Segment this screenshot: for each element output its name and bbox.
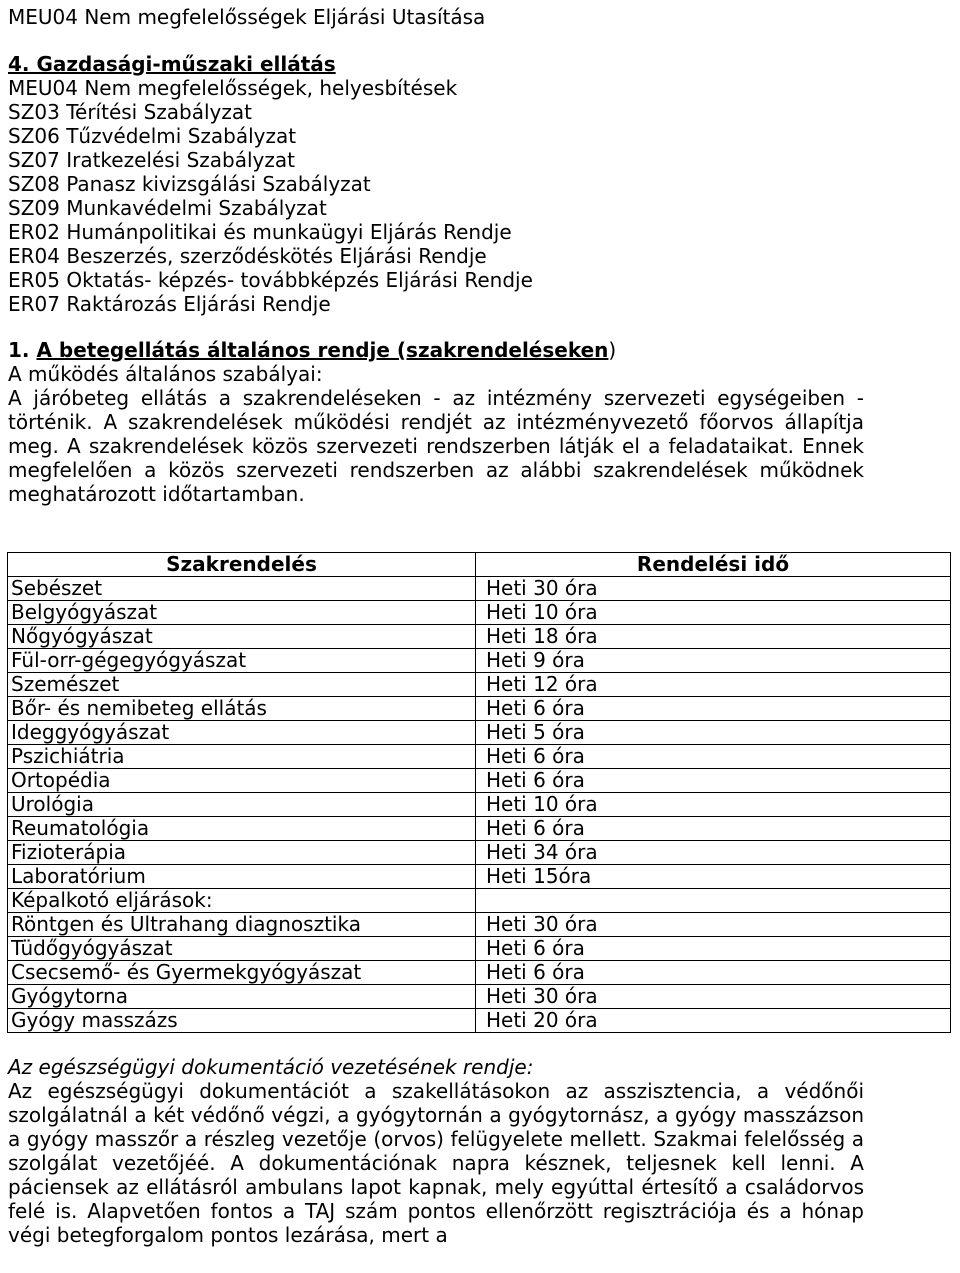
hours-cell: Heti 5 óra — [476, 721, 951, 745]
hours-cell: Heti 12 óra — [476, 673, 951, 697]
document-title: MEU04 Nem megfelelősségek Eljárási Utasítása — [8, 5, 486, 29]
list-item: SZ06 Tűzvédelmi Szabályzat — [8, 124, 297, 148]
section-number: 1. — [8, 338, 37, 362]
list-item: SZ08 Panasz kivizsgálási Szabályzat — [8, 172, 371, 196]
specialty-cell: Belgyógyászat — [8, 601, 476, 625]
hours-cell: Heti 6 óra — [476, 817, 951, 841]
hours-cell: Heti 10 óra — [476, 793, 951, 817]
hours-cell: Heti 6 óra — [476, 697, 951, 721]
section-title: A betegellátás általános rendje (szakrendeléseken — [36, 338, 609, 362]
table-row — [8, 985, 951, 1009]
list-item: ER05 Oktatás- képzés- továbbképzés Eljárási Rendje — [8, 268, 533, 292]
specialty-cell: Urológia — [8, 793, 476, 817]
table-row — [8, 769, 951, 793]
list-item: ER02 Humánpolitikai és munkaügyi Eljárás Rendje — [8, 220, 512, 244]
schedule-table — [7, 552, 951, 1033]
specialty-cell: Ideggyógyászat — [8, 721, 476, 745]
list-item: MEU04 Nem megfelelősségek, helyesbítések — [8, 76, 458, 100]
table-row — [8, 1009, 951, 1033]
regulation-list — [8, 76, 533, 316]
specialty-cell: Képalkotó eljárások: — [8, 889, 476, 913]
hours-cell: Heti 30 óra — [476, 985, 951, 1009]
table-row — [8, 601, 951, 625]
hours-cell: Heti 15óra — [476, 865, 951, 889]
specialty-cell: Csecsemő- és Gyermekgyógyászat — [8, 961, 476, 985]
specialty-cell: Ortopédia — [8, 769, 476, 793]
table-row — [8, 673, 951, 697]
hours-cell: Heti 20 óra — [476, 1009, 951, 1033]
hours-cell: Heti 30 óra — [476, 577, 951, 601]
specialty-cell: Nőgyógyászat — [8, 625, 476, 649]
list-item: SZ03 Térítési Szabályzat — [8, 100, 252, 124]
column-header-hours: Rendelési idő — [476, 553, 951, 577]
table-row — [8, 649, 951, 673]
table-row — [8, 961, 951, 985]
table-row — [8, 625, 951, 649]
section-4-heading: 4. Gazdasági-műszaki ellátás — [8, 52, 336, 76]
specialty-cell: Reumatológia — [8, 817, 476, 841]
hours-cell: Heti 6 óra — [476, 745, 951, 769]
hours-cell: Heti 9 óra — [476, 649, 951, 673]
specialty-cell: Fizioterápia — [8, 841, 476, 865]
table-row — [8, 577, 951, 601]
specialty-cell: Pszichiátria — [8, 745, 476, 769]
hours-cell: Heti 6 óra — [476, 769, 951, 793]
table-row — [8, 697, 951, 721]
list-item: SZ07 Iratkezelési Szabályzat — [8, 148, 295, 172]
operating-rules-paragraph: A járóbeteg ellátás a szakrendeléseken - az intézmény szervezeti egységeiben - történik. A szakrendelések működési rendjét az intézményvezető főorvos állapítja meg. A szakrendelések közös szervezeti rendszerben látják el a feladataikat. Ennek megfelelően a közös szervezeti rendszerben az alábbi szakrendelések működnek meghatározott időtartamban. — [8, 386, 864, 506]
list-item: ER07 Raktározás Eljárási Rendje — [8, 292, 331, 316]
table-row — [8, 937, 951, 961]
documentation-paragraph: Az egészségügyi dokumentációt a szakellátásokon az asszisztencia, a védőnői szolgálatnál a két védőnő végzi, a gyógytornán a gyógytornász, a gyógy masszázson a gyógy masszőr a részleg vezetője (orvos) felügyelete mellett. Szakmai felelősség a szolgálat vezetőjéé. A dokumentációnak napra késznek, teljesnek kell lenni. A páciensek az ellátásról ambulans lapot kapnak, mely egyúttal értesítő a családorvos felé is. Alapvetően fontos a TAJ szám pontos ellenőrzött regisztrációja és a hónap végi betegforgalom pontos lezárása, mert a — [8, 1079, 864, 1247]
specialty-cell: Laboratórium — [8, 865, 476, 889]
list-item: ER04 Beszerzés, szerződéskötés Eljárási Rendje — [8, 244, 487, 268]
specialty-cell: Röntgen és Ultrahang diagnosztika — [8, 913, 476, 937]
table-row — [8, 817, 951, 841]
table-row — [8, 793, 951, 817]
table-body — [8, 577, 951, 1033]
hours-cell: Heti 30 óra — [476, 913, 951, 937]
table-row — [8, 721, 951, 745]
section-title-tail: ) — [608, 338, 617, 362]
table-row — [8, 865, 951, 889]
hours-cell: Heti 10 óra — [476, 601, 951, 625]
specialty-cell: Tüdőgyógyászat — [8, 937, 476, 961]
table-row — [8, 841, 951, 865]
table-row — [8, 745, 951, 769]
specialty-cell: Bőr- és nemibeteg ellátás — [8, 697, 476, 721]
section-subheading: A működés általános szabályai: — [8, 362, 323, 386]
list-item: SZ09 Munkavédelmi Szabályzat — [8, 196, 327, 220]
specialty-cell: Gyógy masszázs — [8, 1009, 476, 1033]
hours-cell: Heti 6 óra — [476, 961, 951, 985]
table-row — [8, 889, 951, 913]
table-header-row — [8, 553, 951, 577]
documentation-heading: Az egészségügyi dokumentáció vezetésének rendje: — [8, 1055, 534, 1079]
hours-cell: Heti 6 óra — [476, 937, 951, 961]
hours-cell: Heti 18 óra — [476, 625, 951, 649]
specialty-cell: Sebészet — [8, 577, 476, 601]
hours-cell: Heti 34 óra — [476, 841, 951, 865]
specialty-cell: Gyógytorna — [8, 985, 476, 1009]
hours-cell — [476, 889, 951, 913]
specialty-cell: Fül-orr-gégegyógyászat — [8, 649, 476, 673]
specialty-cell: Szemészet — [8, 673, 476, 697]
section-1-heading — [8, 338, 616, 362]
column-header-specialty: Szakrendelés — [8, 553, 476, 577]
table-row — [8, 913, 951, 937]
